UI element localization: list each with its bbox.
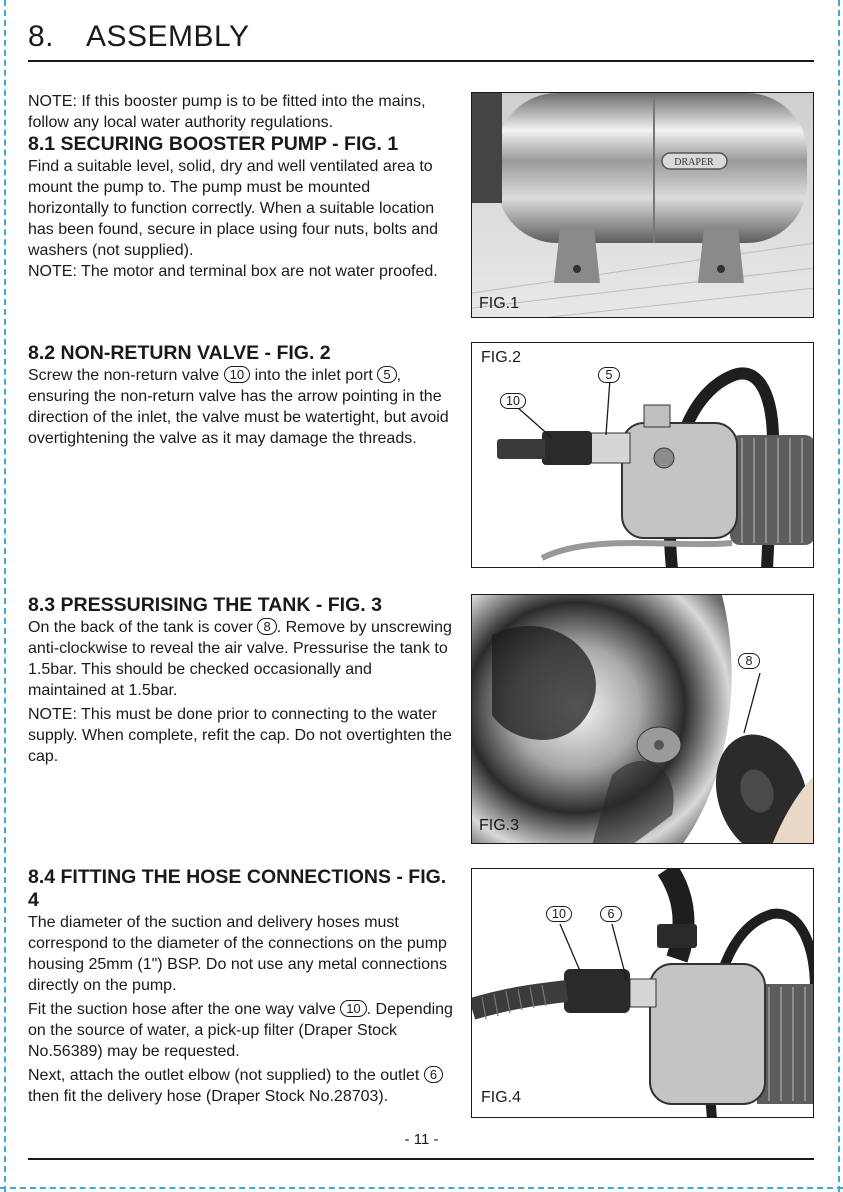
page-border-left — [4, 0, 6, 1192]
heading-8-1: 8.1 SECURING BOOSTER PUMP - FIG. 1 — [28, 133, 399, 155]
heading-8-2: 8.2 NON-RETURN VALVE - FIG. 2 — [28, 342, 331, 364]
body-8-4-outlet: Next, attach the outlet elbow (not supplied) to the outlet 6 then fit the delivery hose (Draper Stock No.28703). — [28, 1065, 453, 1107]
callout-6: 6 — [600, 906, 622, 922]
callout-8: 8 — [738, 653, 760, 669]
ref-10: 10 — [340, 1000, 366, 1017]
page-title — [28, 20, 250, 54]
body-8-2: Screw the non-return valve 10 into the inlet port 5 , ensuring the non-return valve has the arrow pointing in the direction of the inlet, the valve must be watertight, but avoid overtightening the valve as it may damage the threads. — [28, 367, 449, 447]
figure-4 — [471, 868, 814, 1118]
page-number: - 11 - — [404, 1131, 439, 1148]
section-8-4 — [28, 866, 453, 1107]
note-8-3: NOTE: This must be done prior to connecting to the water supply. When complete, refit the cap. Do not overtighten the cap. — [28, 706, 452, 765]
figure-1 — [471, 92, 814, 318]
ref-5: 5 — [377, 366, 396, 383]
section-number: 8. — [28, 20, 55, 53]
fig-2-label: FIG.2 — [481, 349, 522, 366]
callout-10: 10 — [500, 393, 526, 409]
callout-5: 5 — [598, 367, 620, 383]
page-border-bottom — [0, 1187, 843, 1189]
fig-3-label: FIG.3 — [479, 817, 520, 834]
heading-8-3: 8.3 PRESSURISING THE TANK - FIG. 3 — [28, 594, 382, 616]
body-8-1: Find a suitable level, solid, dry and well ventilated area to mount the pump to. The pump must be mounted horizontally to function correctly. When a suitable location has been found, secure in place using four nuts, bolts and washers (not supplied). — [28, 158, 439, 259]
page-border-right — [838, 0, 840, 1192]
section-8-3 — [28, 594, 453, 767]
mains-note: NOTE: If this booster pump is to be fitted into the mains, follow any local water authority regulations. — [28, 93, 426, 131]
pressure-tank-illustration — [472, 93, 814, 318]
figure-3 — [471, 594, 814, 844]
section-8-1 — [28, 91, 453, 282]
section-8-2 — [28, 342, 453, 449]
callout-10: 10 — [546, 906, 572, 922]
section-title: ASSEMBLY — [86, 20, 250, 53]
tank-cover-illustration — [472, 595, 814, 844]
note-8-1: NOTE: The motor and terminal box are not water proofed. — [28, 263, 438, 280]
body-8-3: On the back of the tank is cover 8 . Remove by unscrewing anti-clockwise to reveal the air valve. Pressurise the tank to 1.5bar. This should be checked occasionally and maintained at 1.5bar. — [28, 619, 452, 699]
ref-6: 6 — [424, 1066, 443, 1083]
body-8-4: The diameter of the suction and delivery hoses must correspond to the diameter of the connections on the pump housing 25mm (1") BSP. Do not use any metal connections directly on the pump. — [28, 914, 447, 994]
pump-inlet-illustration — [472, 343, 814, 568]
fig-1-label: FIG.1 — [479, 295, 520, 312]
fig-4-label: FIG.4 — [481, 1089, 522, 1106]
heading-8-4: 8.4 FITTING THE HOSE CONNECTIONS - FIG. 4 — [28, 866, 447, 911]
ref-10: 10 — [224, 366, 250, 383]
hose-connection-illustration — [472, 869, 814, 1118]
brand-plate: DRAPER — [674, 157, 714, 168]
body-8-4-suction: Fit the suction hose after the one way valve 10 . Depending on the source of water, a pick-up filter (Draper Stock No.56389) may be requested. — [28, 1001, 453, 1060]
ref-8: 8 — [257, 618, 276, 635]
figure-2 — [471, 342, 814, 568]
footer-rule — [28, 1158, 814, 1160]
title-rule — [28, 60, 814, 62]
